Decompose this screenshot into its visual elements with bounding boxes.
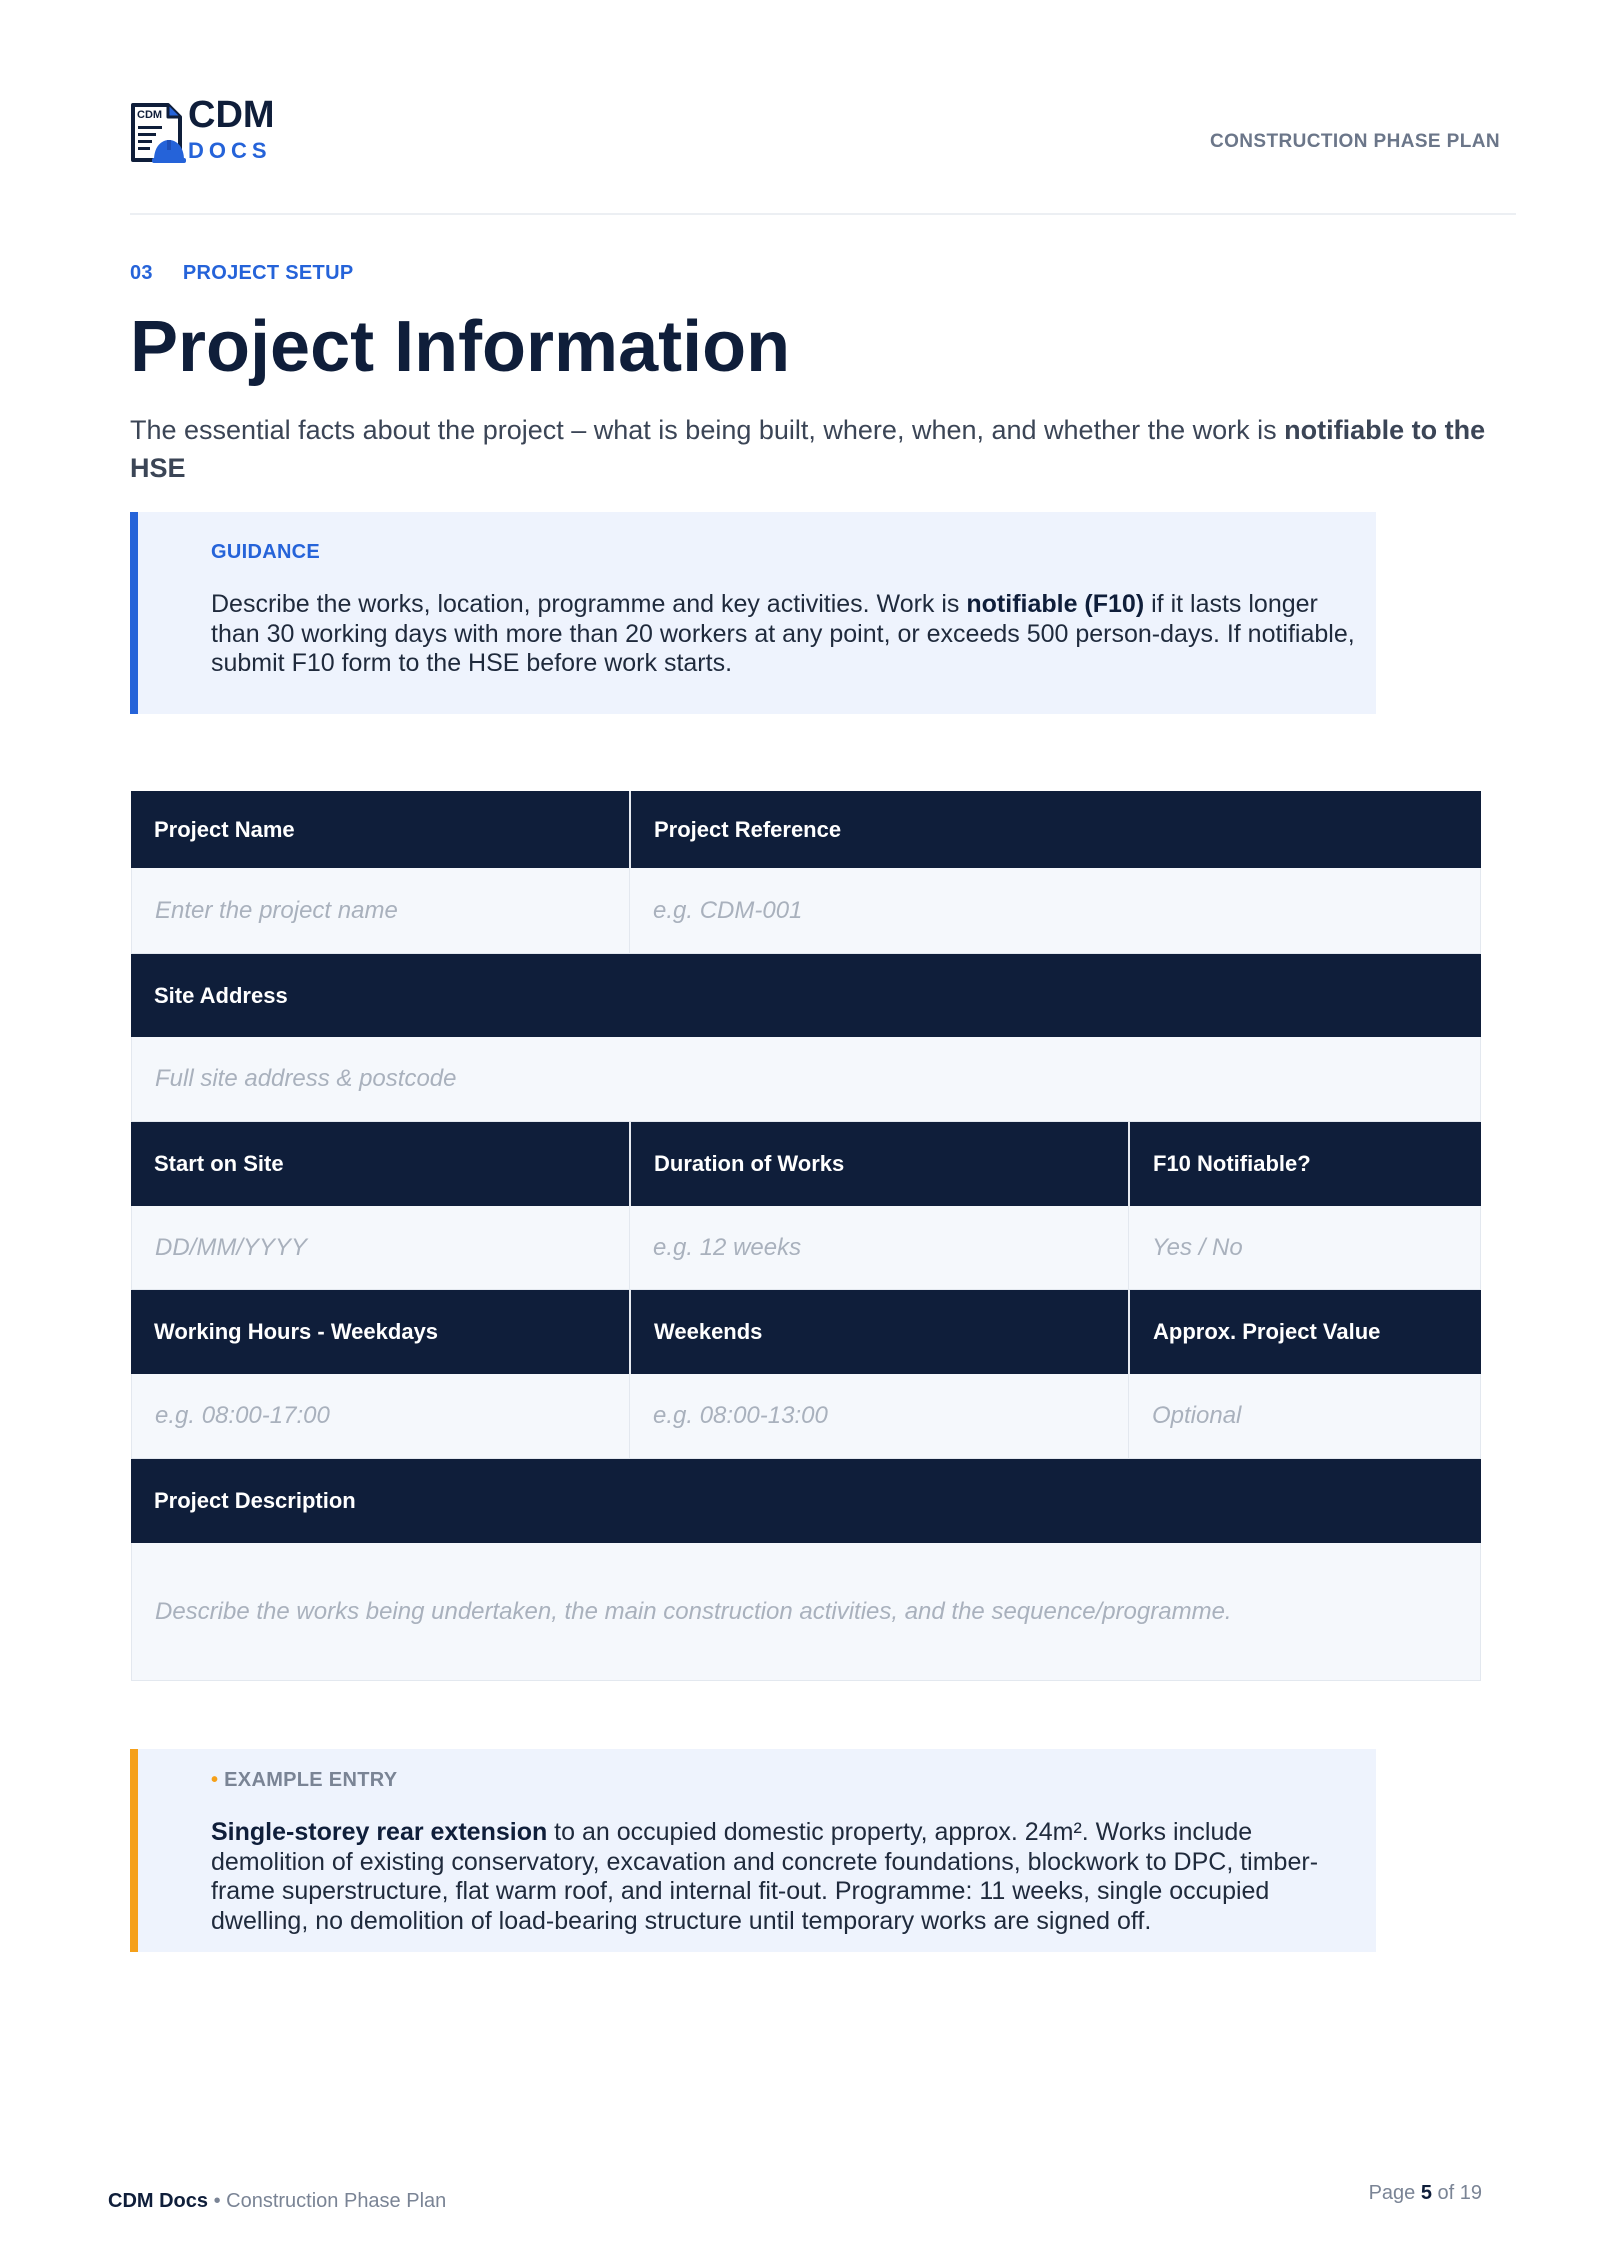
example-body <box>211 1818 1361 1936</box>
project-value-label: Approx. Project Value <box>1128 1290 1481 1374</box>
form-header-row <box>131 1122 1481 1206</box>
section-number: 03 <box>130 262 153 284</box>
lead-paragraph <box>130 411 1490 487</box>
example-text: to an occupied domestic property, approx. 24m². Works include demolition of existing conservatory, excavation and concrete foundations, blockwork to DPC, timber-frame superstructure, flat warm roof, and internal fit-out. Programme: 11 weeks, single occupied dwelling, no demolition of load-bearing structure until temporary works are signed off. <box>211 1818 1319 1935</box>
f10-notifiable-label: F10 Notifiable? <box>1128 1122 1481 1206</box>
page-of: of <box>1431 2182 1460 2204</box>
page-word: Page <box>1368 2182 1421 2204</box>
weekends-label: Weekends <box>629 1290 1128 1374</box>
logo-icon-text: CDM <box>137 109 163 121</box>
lead-bold: notifiable to the HSE <box>130 415 1486 483</box>
guidance-accent-bar <box>130 512 138 714</box>
project-reference-label: Project Reference <box>629 791 1481 868</box>
logo-word-cdm: CDM <box>188 94 275 136</box>
project-name-input[interactable]: Enter the project name <box>131 868 629 954</box>
guidance-label: GUIDANCE <box>211 541 321 563</box>
header-divider <box>130 213 1516 215</box>
form-value-row <box>131 1206 1481 1290</box>
document-helmet-icon <box>130 102 188 166</box>
form-header-row <box>131 954 1481 1037</box>
form-header-row <box>131 1459 1481 1543</box>
form-header-row <box>131 791 1481 868</box>
footer-separator: • <box>208 2190 227 2212</box>
project-description-label: Project Description <box>131 1459 1481 1543</box>
project-name-label: Project Name <box>131 791 629 868</box>
example-bullet: • <box>211 1769 219 1791</box>
duration-input[interactable]: e.g. 12 weeks <box>629 1206 1128 1290</box>
footer-doc-name: Construction Phase Plan <box>226 2190 447 2212</box>
form-value-row <box>131 1037 1481 1122</box>
section-tag <box>130 262 353 285</box>
form-header-row <box>131 1290 1481 1374</box>
section-name: PROJECT SETUP <box>182 262 354 284</box>
form-value-row <box>131 1374 1481 1459</box>
example-label-text: EXAMPLE ENTRY <box>224 1769 398 1791</box>
form-value-row <box>131 1543 1481 1681</box>
guidance-body <box>211 590 1361 679</box>
logo-word-docs: DOCS <box>188 138 272 163</box>
page-current: 5 <box>1420 2182 1432 2204</box>
example-label <box>211 1769 397 1792</box>
site-address-input[interactable]: Full site address & postcode <box>131 1037 1481 1122</box>
duration-label: Duration of Works <box>629 1122 1128 1206</box>
example-accent-bar <box>130 1749 138 1952</box>
weekends-input[interactable]: e.g. 08:00-13:00 <box>629 1374 1128 1459</box>
cdm-docs-logo <box>130 94 290 166</box>
guidance-text-before: Describe the works, location, programme and key activities. Work is <box>211 590 967 618</box>
form-value-row <box>131 868 1481 954</box>
project-reference-input[interactable]: e.g. CDM-001 <box>629 868 1481 954</box>
example-bold: Single-storey rear extension <box>211 1818 548 1846</box>
footer-brand <box>108 2190 446 2213</box>
project-value-input[interactable]: Optional <box>1128 1374 1481 1459</box>
page-number <box>1369 2182 1482 2205</box>
lead-text: The essential facts about the project – what is being built, where, when, and whether the work is <box>130 415 1285 445</box>
guidance-bold: notifiable (F10) <box>966 590 1145 618</box>
start-on-site-label: Start on Site <box>131 1122 629 1206</box>
weekday-hours-input[interactable]: e.g. 08:00-17:00 <box>131 1374 629 1459</box>
project-description-input[interactable]: Describe the works being undertaken, the main construction activities, and the sequence/programme. <box>131 1543 1481 1681</box>
f10-notifiable-input[interactable]: Yes / No <box>1128 1206 1481 1290</box>
guidance-text-after: if it lasts longer than 30 working days with more than 20 workers at any point, or exceeds 500 person-days. If notifiable, submit F10 form to the HSE before work starts. <box>211 590 1355 677</box>
site-address-label: Site Address <box>131 954 1481 1037</box>
footer-brand-name: CDM Docs <box>108 2190 209 2212</box>
start-on-site-input[interactable]: DD/MM/YYYY <box>131 1206 629 1290</box>
weekday-hours-label: Working Hours - Weekdays <box>131 1290 629 1374</box>
page-total: 19 <box>1459 2182 1482 2204</box>
page-title: Project Information <box>130 307 791 387</box>
document-title: CONSTRUCTION PHASE PLAN <box>1210 131 1500 152</box>
